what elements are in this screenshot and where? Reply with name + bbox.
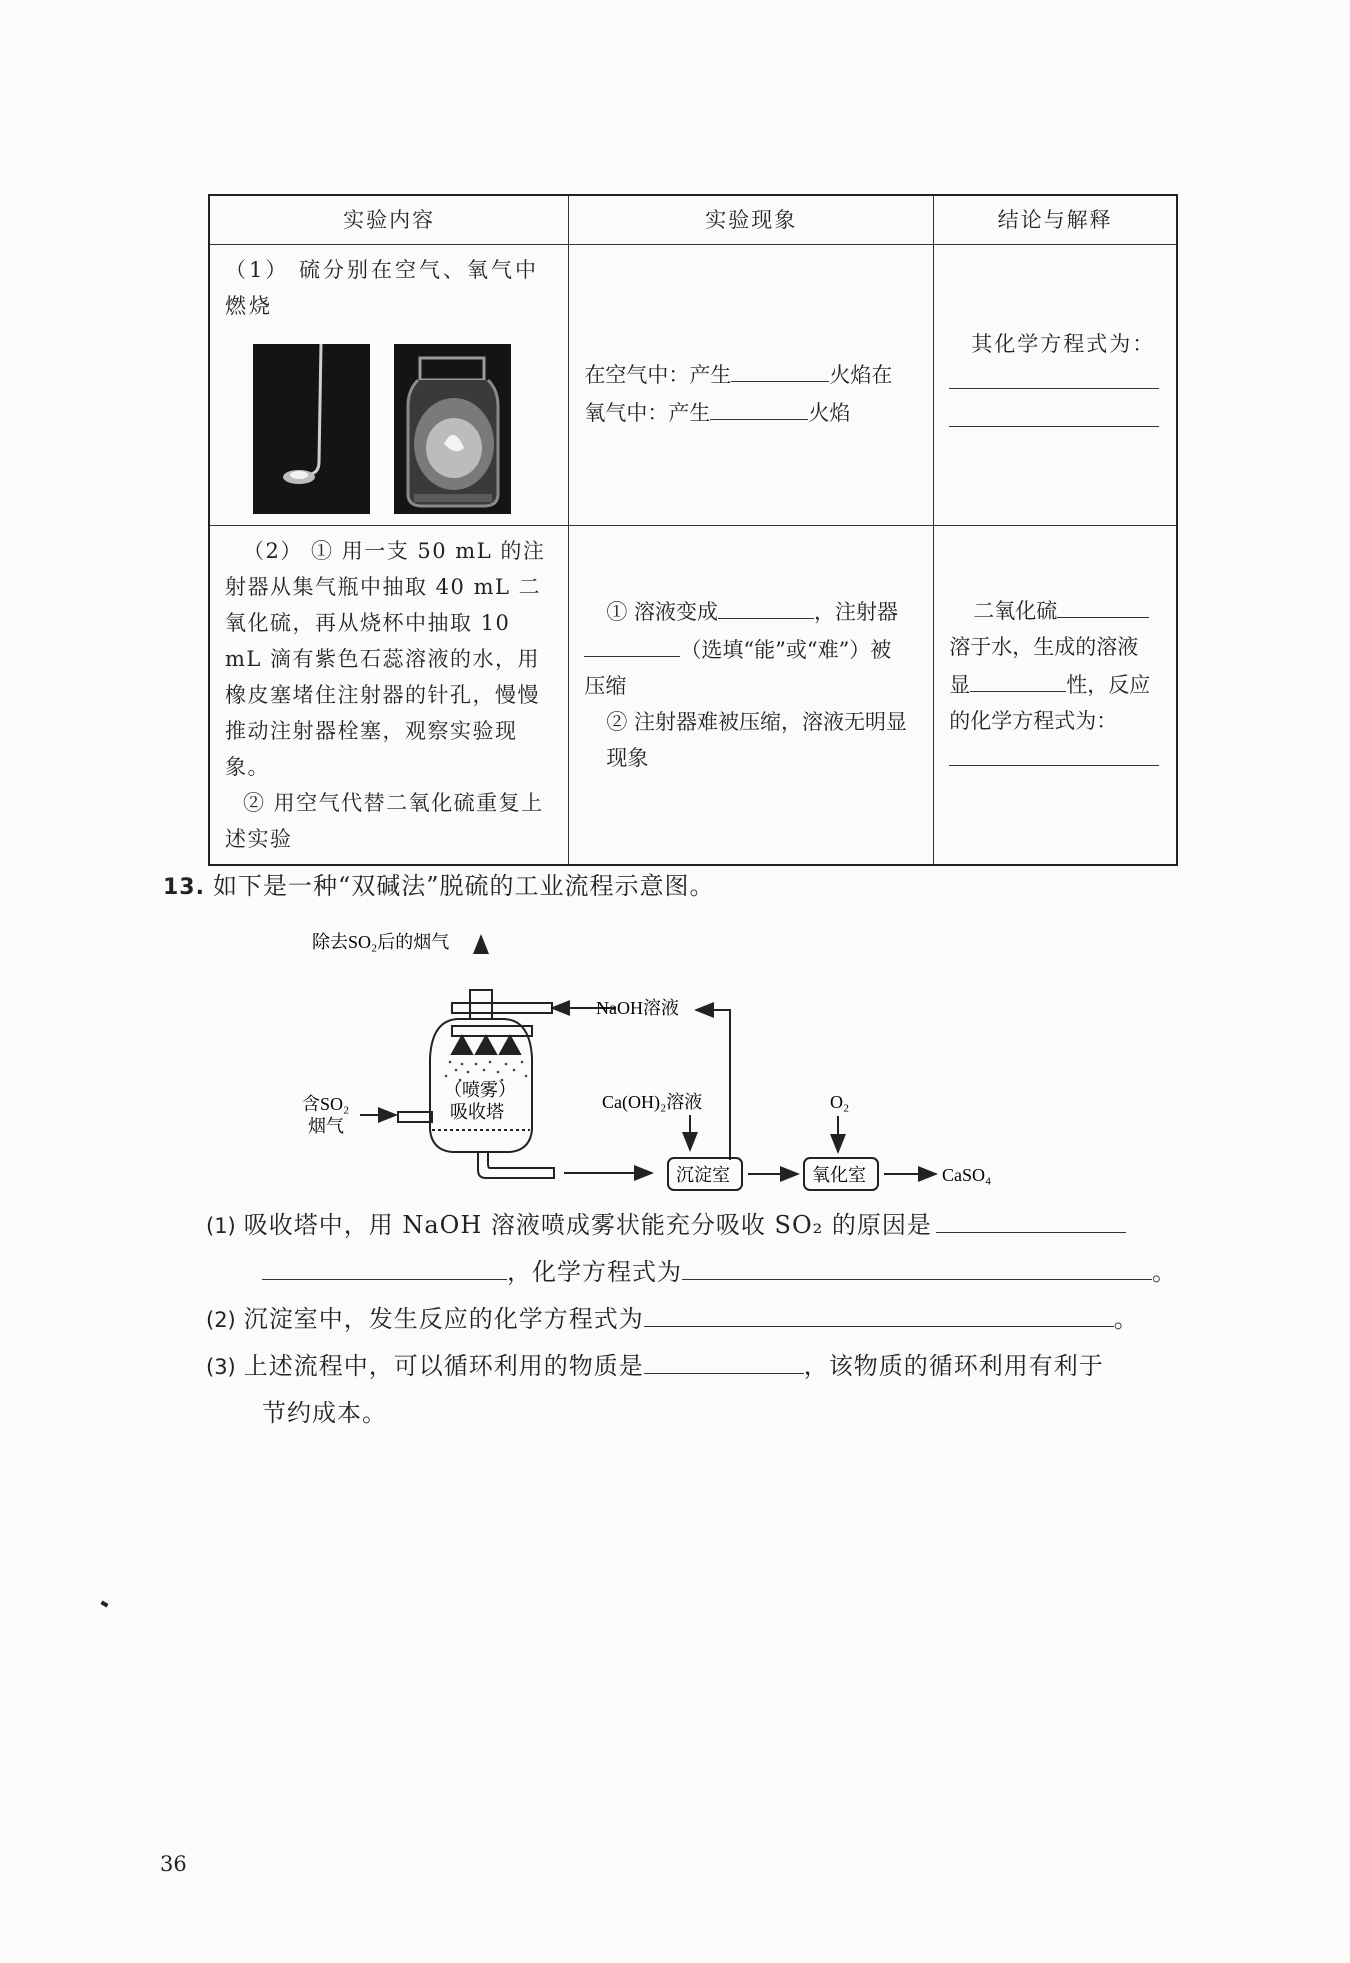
row1-content-cell (209, 245, 569, 526)
question-title (163, 866, 715, 901)
row2-phenomenon (570, 584, 932, 806)
phenomenon-oxygen-label: 氧气中：产生 (584, 401, 711, 425)
sub2-number: (2) (206, 1308, 236, 1332)
blank-sub1-reason-cont[interactable] (262, 1253, 507, 1280)
row2-phenomenon-cell (569, 526, 934, 866)
row2-content-1: （2） ① 用一支 50 mL 的注射器从集气瓶中抽取 40 mL 二氧化硫，再从烧杯中抽取 10 mL 滴有紫色石蕊溶液的水，用橡皮塞堵住注射器的针孔，慢慢推动注射器栓塞，观察实验现象。 (225, 539, 546, 779)
sub1-text-b: ，化学方程式为 (507, 1258, 682, 1286)
sub3-text-b: ，该物质的循环利用有利于 (803, 1352, 1104, 1380)
blank-oxygen-flame[interactable] (710, 393, 808, 420)
sub1-text-a: 吸收塔中，用 NaOH 溶液喷成雾状能充分吸收 SO₂ 的原因是 (243, 1211, 932, 1239)
row1-conclusion (935, 326, 1175, 444)
blank-sub1-reason[interactable] (936, 1206, 1126, 1233)
label-inlet-2: 烟气 (308, 1116, 344, 1136)
phen-1d: 压缩 (584, 674, 627, 698)
sub2-end: 。 (1113, 1305, 1139, 1333)
concl-d: 性，反应 (1066, 673, 1151, 697)
concl-c: 显 (949, 673, 971, 697)
row2-conclusion-cell (934, 526, 1177, 866)
sub3-text-a: 上述流程中，可以循环利用的物质是 (243, 1352, 644, 1380)
phenomenon-air-suffix: 火焰在 (829, 363, 893, 387)
row2-conclusion (935, 583, 1175, 807)
sub-question-1-line-2 (262, 1252, 1177, 1287)
concl-a: 二氧化硫 (973, 599, 1058, 623)
blank-acidity[interactable] (970, 665, 1066, 692)
header-conclusion: 结论与解释 (934, 195, 1177, 245)
row2-content (211, 527, 567, 863)
label-exhaust: 除去SO₂后的烟气 (312, 932, 450, 952)
experiment-table (208, 194, 1178, 866)
label-caoh: Ca(OH)₂溶液 (602, 1092, 703, 1112)
question-number: 13. (163, 875, 205, 900)
row2-content-cell (209, 526, 569, 866)
label-precip-room: 沉淀室 (676, 1165, 730, 1185)
photo-group (211, 330, 567, 514)
blank-solubility[interactable] (1057, 591, 1149, 618)
sub-question-3-line-1 (206, 1346, 1104, 1381)
ink-mark (100, 1601, 108, 1608)
phen-1b: ，注射器 (814, 600, 899, 624)
blank-equation-3[interactable] (949, 739, 1159, 766)
concl-b: 溶于水，生成的溶液 (949, 635, 1139, 659)
label-spray: （喷雾） (444, 1080, 516, 1100)
blank-compress[interactable] (584, 630, 680, 657)
label-inlet-1: 含SO₂ (302, 1094, 350, 1114)
blank-solution-color[interactable] (718, 592, 814, 619)
row1-content: （1） 硫分别在空气、氧气中燃烧 (225, 258, 540, 318)
phen-2: ② 注射器难被压缩，溶液无明显现象 (606, 710, 908, 770)
blank-equation-2[interactable] (949, 400, 1159, 427)
blank-air-flame[interactable] (731, 355, 829, 382)
sub2-text: 沉淀室中，发生反应的化学方程式为 (243, 1305, 644, 1333)
phen-1a: ① 溶液变成 (606, 600, 719, 624)
header-phenomenon: 实验现象 (569, 195, 934, 245)
label-product: CaSO₄ (942, 1165, 992, 1185)
flow-diagram (290, 920, 1070, 1200)
label-naoh: NaOH溶液 (596, 998, 679, 1018)
sub3-number: (3) (206, 1355, 236, 1379)
blank-sub3-substance[interactable] (644, 1347, 804, 1374)
row1-conclusion-label: 其化学方程式为： (971, 332, 1156, 356)
concl-e: 的化学方程式为： (949, 709, 1118, 733)
row1-phenomenon (570, 333, 932, 437)
sub-question-3-line-2: 节约成本。 (262, 1399, 387, 1427)
blank-sub2-equation[interactable] (644, 1300, 1114, 1327)
blank-sub1-equation[interactable] (682, 1253, 1152, 1280)
sulfur-burning-oxygen-photo (394, 344, 511, 514)
label-tower: 吸收塔 (450, 1102, 504, 1122)
row1-phenomenon-cell (569, 245, 934, 526)
table-header-row (209, 195, 1177, 245)
question-text: 如下是一种“双碱法”脱硫的工业流程示意图。 (212, 872, 715, 900)
label-oxid-room: 氧化室 (812, 1165, 866, 1185)
row1-conclusion-cell (934, 245, 1177, 526)
phenomenon-air-label: 在空气中：产生 (584, 363, 732, 387)
header-content: 实验内容 (209, 195, 569, 245)
table-row-2 (209, 526, 1177, 866)
row2-content-2: ② 用空气代替二氧化硫重复上述实验 (225, 791, 544, 851)
page-number: 36 (160, 1852, 187, 1876)
table-row-1 (209, 245, 1177, 526)
blank-equation-1[interactable] (949, 362, 1159, 389)
phen-1c: （选填“能”或“难”）被 (680, 638, 892, 662)
label-o2: O₂ (830, 1092, 850, 1112)
sulfur-burning-air-photo (253, 344, 370, 514)
sub-question-1-line-1 (206, 1205, 1126, 1240)
phenomenon-oxygen-suffix: 火焰 (808, 401, 851, 425)
sub1-end: 。 (1152, 1258, 1177, 1286)
sub1-number: (1) (206, 1214, 236, 1238)
sub-question-2 (206, 1299, 1139, 1334)
